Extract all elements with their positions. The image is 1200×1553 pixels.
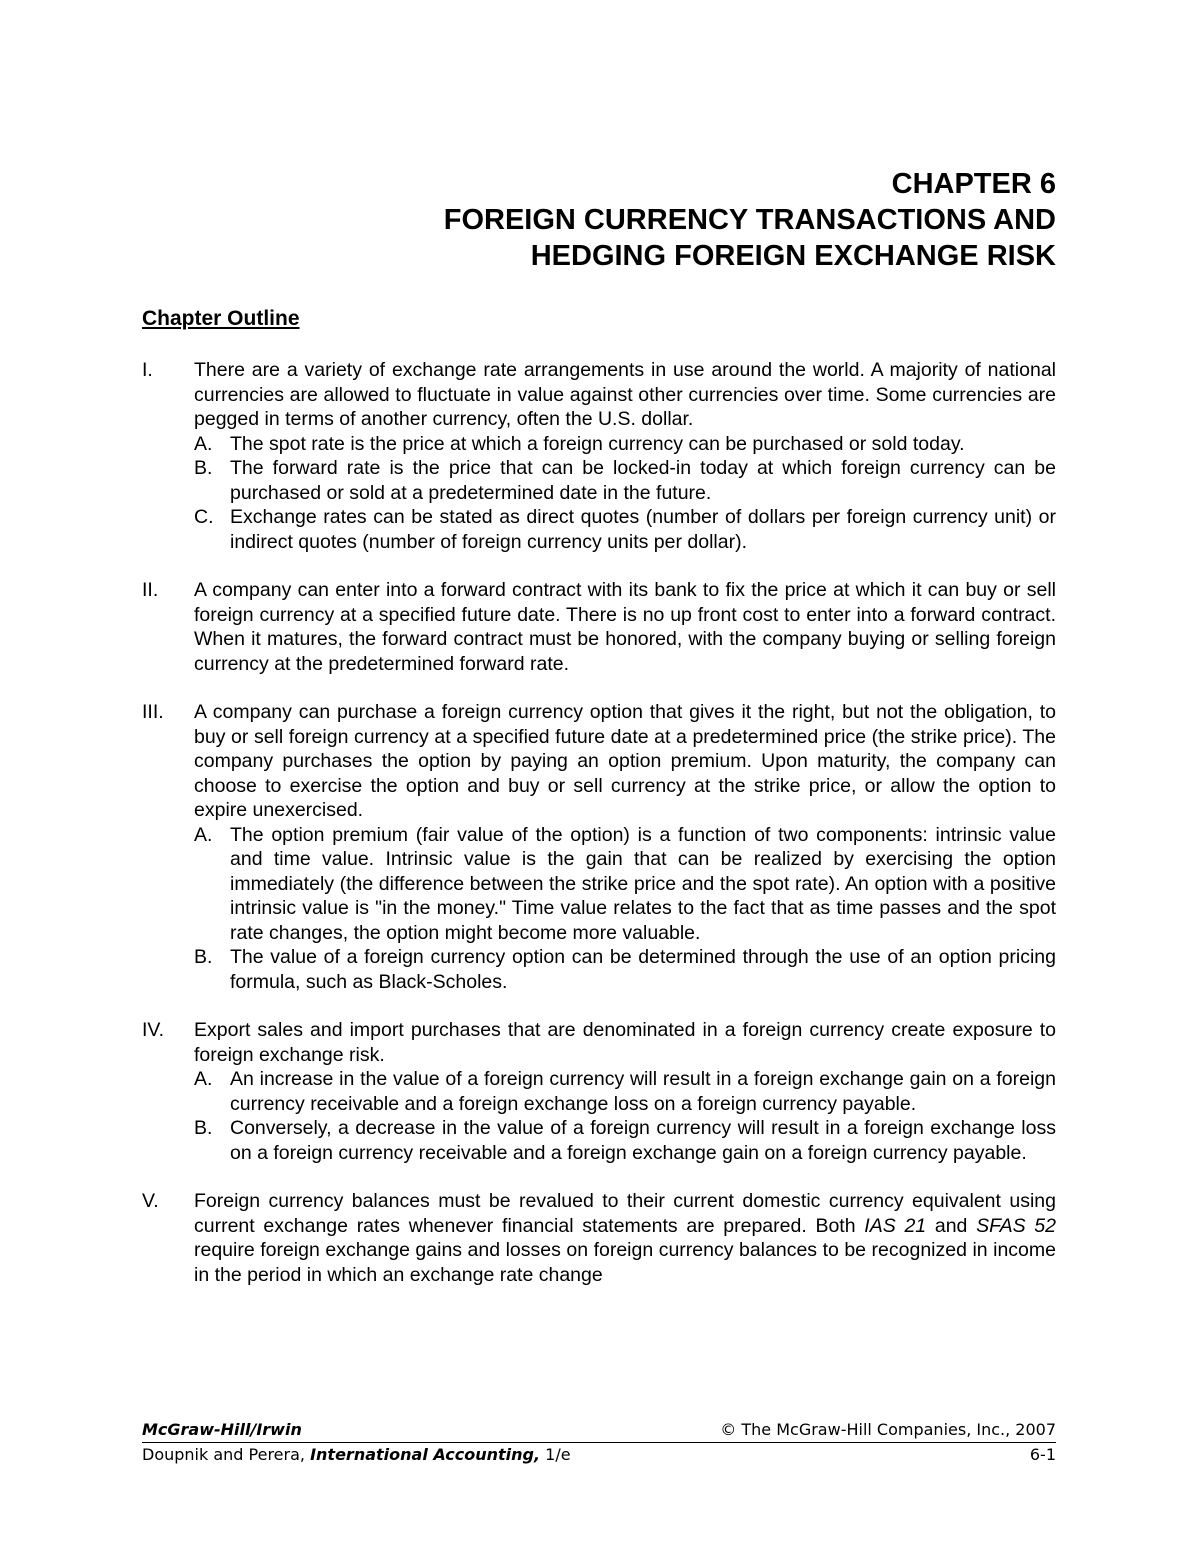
footer-citation (142, 1443, 571, 1467)
footer-top-row (142, 1418, 1056, 1443)
footer-copyright: © The McGraw-Hill Companies, Inc., 2007 (720, 1420, 1056, 1439)
section-text (194, 1189, 1056, 1287)
footer-publisher: McGraw-Hill/Irwin (142, 1420, 302, 1439)
subpoint-letter: A. (194, 1068, 213, 1090)
subpoint-text: The value of a foreign currency option can be determined through the use of an option pricing formula, such as Black-Scholes. (230, 946, 1056, 993)
outline-section-5 (142, 1189, 1056, 1287)
footer-book-title: International Accounting, (310, 1445, 541, 1464)
footer-authors: Doupnik and Perera, (142, 1445, 311, 1464)
subpoint-text: Exchange rates can be stated as direct quotes (number of dollars per foreign currency unit) or indirect quotes (number of foreign currency units per dollar). (230, 506, 1056, 553)
subpoint-letter: B. (194, 457, 213, 479)
subpoint-1a (194, 432, 1056, 457)
chapter-title-line-1: FOREIGN CURRENCY TRANSACTIONS AND (443, 204, 1056, 236)
outline-section-2 (142, 578, 1056, 676)
subpoint-text: The forward rate is the price that can be locked-in today at which foreign currency can be purchased or sold at a predetermined date in the future. (230, 457, 1056, 504)
subpoint-1c (194, 505, 1056, 554)
section-number: I. (142, 359, 153, 381)
subpoint-4a (194, 1067, 1056, 1116)
chapter-title-block (444, 166, 1056, 274)
subpoint-text: The spot rate is the price at which a foreign currency can be purchased or sold today. (230, 432, 965, 455)
chapter-title-line-2: HEDGING FOREIGN EXCHANGE RISK (530, 240, 1056, 272)
chapter-outline (142, 358, 1056, 1311)
outline-heading: Chapter Outline (142, 307, 300, 330)
subpoint-letter: B. (194, 1117, 213, 1139)
subpoint-letter: A. (194, 432, 213, 455)
page-footer (142, 1418, 1056, 1467)
section-text: There are a variety of exchange rate arrangements in use around the world. A majority of national currencies are allowed to fluctuate in value against other currencies over time. Some currencies are pegged in terms of another currency, often the U.S. dollar. (194, 359, 1056, 430)
subpoint-4b (194, 1116, 1056, 1165)
subpoint-letter: A. (194, 823, 213, 846)
footer-page-number: 6-1 (1029, 1445, 1056, 1464)
section-text-part-2: require foreign exchange gains and losses on foreign currency balances to be recognized in income in the period in which an exchange rate change (194, 1239, 1056, 1286)
section-text: Export sales and import purchases that are denominated in a foreign currency create exposure to foreign exchange risk. (194, 1019, 1056, 1066)
chapter-number: CHAPTER 6 (891, 168, 1056, 200)
subpoint-text: An increase in the value of a foreign currency will result in a foreign exchange gain on a foreign currency receivable and a foreign exchange loss on a foreign currency payable. (230, 1068, 1056, 1115)
section-text: A company can enter into a forward contract with its bank to fix the price at which it can buy or sell foreign currency at a specified future date. There is no up front cost to enter into a forward contract. When it matures, the forward contract must be honored, with the company buying or selling foreign currency at the predetermined forward rate. (194, 579, 1056, 675)
subpoint-letter: B. (194, 946, 213, 968)
section-number: II. (142, 579, 159, 601)
subpoint-1b (194, 456, 1056, 505)
section-text: A company can purchase a foreign currency option that gives it the right, but not the obligation, to buy or sell foreign currency at a specified future date at a predetermined price (the strike price). The company purchases the option by paying an option premium. Upon maturity, the company can choose to exercise the option and buy or sell currency at the strike price, or allow the option to expire unexercised. (194, 701, 1056, 821)
section-number: III. (142, 701, 164, 723)
subpoint-text: The option premium (fair value of the option) is a function of two components: intrinsic value and time value. Intrinsic value is the gain that can be realized by exercising the option immediately (the difference between the strike price and the spot rate). An option with a positive intrinsic value is "in the money." Time value relates to the fact that as time passes and the spot rate changes, the option might become more valuable. (230, 823, 1056, 944)
footer-edition: 1/e (540, 1445, 571, 1464)
section-number: IV. (142, 1019, 165, 1041)
standard-ias-21: IAS 21 (864, 1214, 927, 1237)
section-number: V. (142, 1190, 159, 1212)
subpoint-3a (194, 823, 1056, 946)
outline-section-3 (142, 700, 1056, 994)
standard-sfas-52: SFAS 52 (976, 1214, 1056, 1237)
outline-section-4 (142, 1018, 1056, 1165)
subpoint-letter: C. (194, 506, 214, 528)
footer-bottom-row (142, 1443, 1056, 1467)
outline-section-1 (142, 358, 1056, 554)
subpoint-3b (194, 945, 1056, 994)
subpoint-text: Conversely, a decrease in the value of a foreign currency will result in a foreign exchange loss on a foreign currency receivable and a foreign exchange gain on a foreign currency payable. (230, 1117, 1056, 1164)
section-text-and: and (926, 1214, 977, 1237)
section-text-part-1: Foreign currency balances must be revalued to their current domestic currency equivalent using current exchange rates whenever financial statements are prepared. Both (194, 1190, 1056, 1237)
